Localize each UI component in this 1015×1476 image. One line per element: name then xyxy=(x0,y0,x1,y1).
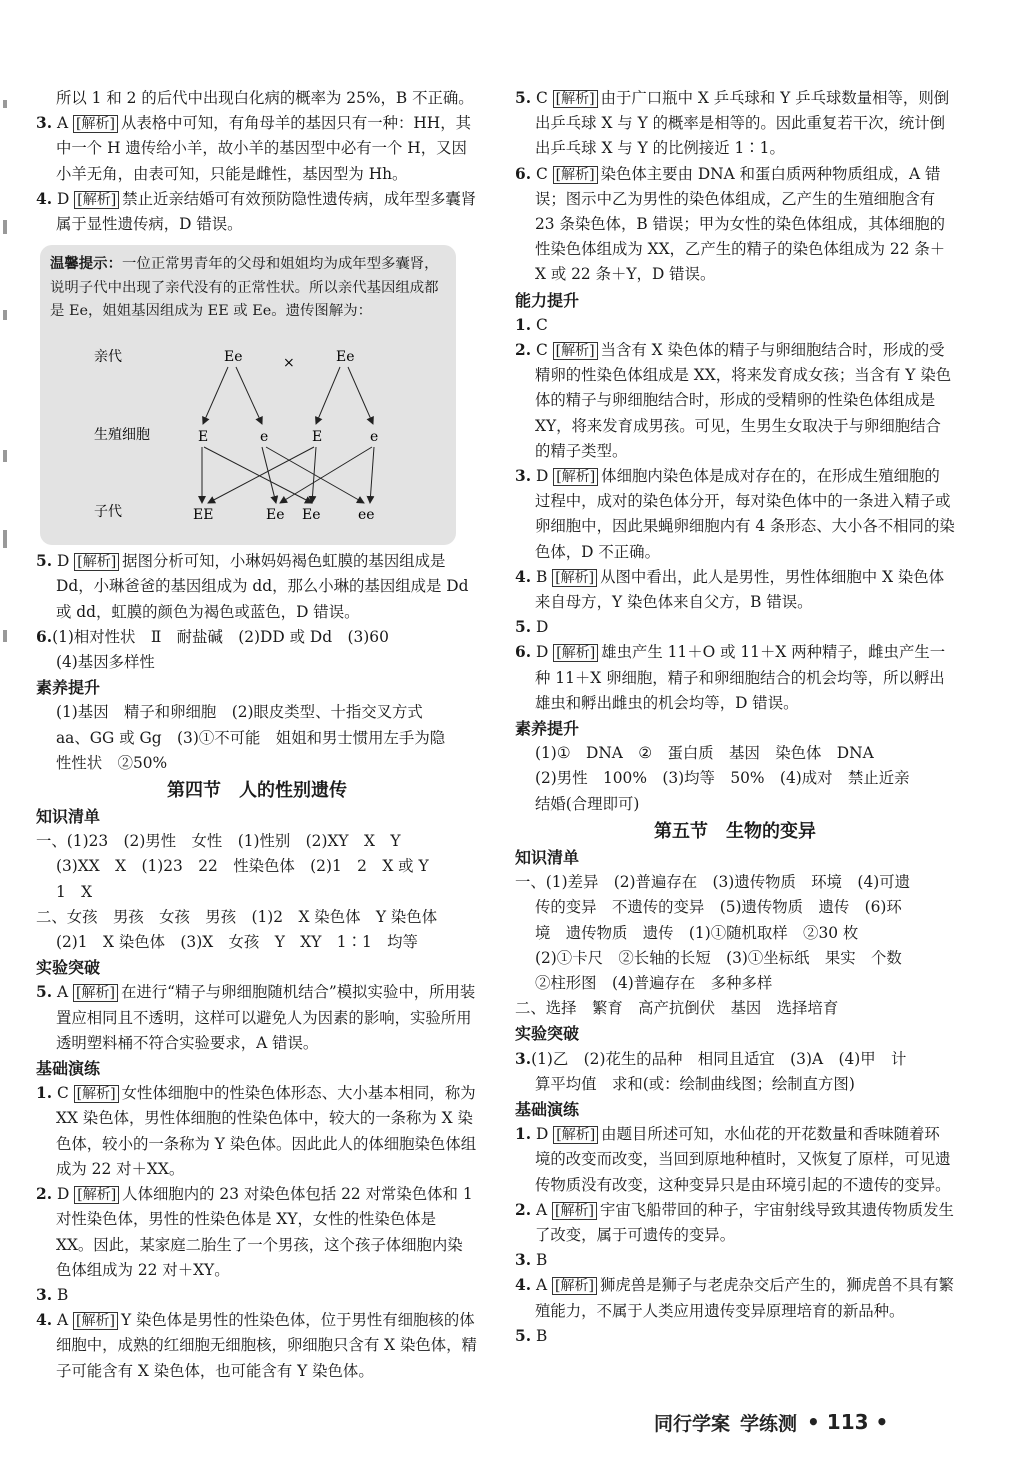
experiment-item-3-cont: 算平均值 求和(或：绘制曲线图；绘制直方图) xyxy=(535,1074,855,1093)
suyang-line-1: (1)基因 精子和卵细胞 (2)眼皮类型、十指交叉方式 xyxy=(56,703,423,722)
basic-item-1: 1. C [解析] 女性体细胞中的性染色体形态、大小基本相同，称为 XX 染色体，男性体细胞的性染色体中，较大的一条称为 X 染色体，较小的一条称为 Y 染色体。因此此人的体细胞染色体组成为 22 对＋XX。 xyxy=(36,1084,477,1178)
footer-series: 学练测 xyxy=(740,1412,798,1435)
binding-margin-marks xyxy=(3,90,9,690)
zhishi-line-2: (3)XX X (1)23 22 性染色体 (2)1 2 X 或 Y xyxy=(56,857,429,876)
answer-item-4: 4. D [解析] 禁止近亲结婚可有效预防隐性遗传病，成年型多囊肾属于显性遗传病，D 错误。 xyxy=(36,189,477,234)
answer-item-3: 3. A [解析] 从表格中可知，有角母羊的基因只有一种：HH，其中一个 H 遗传给小羊，故小羊的基因型中必有一个 H，又因小羊无角，由表可知，只能是雌性，基因型为 Hh。 xyxy=(36,114,471,183)
ability-item-3: 3. D [解析] 体细胞内染色体是成对存在的，在形成生殖细胞的过程中，成对的染色体分开，每对染色体中的一条进入精子或卵细胞中，因此果蝇卵细胞内有 4 条形态、大小各不相同的染色体，D 不正确。 xyxy=(515,467,955,561)
suyang-line-3: 性性状 ②50% xyxy=(56,753,168,772)
zhishi-line-1: 一、(1)差异 (2)普遍存在 (3)遗传物质 环境 (4)可遗 xyxy=(515,873,911,892)
left-column xyxy=(36,86,478,1384)
parent-2: Ee xyxy=(336,349,355,366)
answer-item-6: 6.(1)相对性状 Ⅱ 耐盐碱 (2)DD 或 Dd (3)60 xyxy=(36,627,389,646)
page-footer xyxy=(654,1405,954,1439)
diagram-arrows xyxy=(202,367,374,503)
cross-symbol: × xyxy=(283,355,295,372)
basic-item-1: 1. D [解析] 由题目所述可知，水仙花的开花数量和香味随着环境的改变而改变，当回到原地种植时，又恢复了原样，可见遗传物质没有改变，这种变异只是由环境引起的不遗传的变异。 xyxy=(515,1125,951,1194)
child-EE: EE xyxy=(193,507,214,524)
answer-item-6: 6. C [解析] 染色体主要由 DNA 和蛋白质两种物质组成，A 错误；图示中乙为男性的染色体组成，乙产生的生殖细胞含有 23 条染色体，B 错误；甲为女性的染色体组成，其体细胞的性染色体组成为 XX，乙产生的精子的染色体组成为 22 条＋X 或 22 条＋Y，D 错误。 xyxy=(515,164,946,284)
row-label-child: 子代 xyxy=(94,504,122,521)
section-heading: 素养提升 xyxy=(515,719,580,739)
ability-item-1: 1. C xyxy=(515,315,548,334)
footer-brand: 同行学案 xyxy=(654,1412,731,1435)
row-label-parent: 亲代 xyxy=(94,349,122,366)
gamete-E-2: E xyxy=(312,429,323,446)
experiment-item-3: 3.(1)乙 (2)花生的品种 相同且适宜 (3)A (4)甲 计 xyxy=(515,1049,907,1068)
tip-text: 温馨提示：一位正常男青年的父母和姐姐均为成年型多囊肾，说明子代中出现了亲代没有的正常性状。所以亲代基因组成都是 Ee，姐姐基因组成为 EE 或 Ee。遗传图解为： xyxy=(50,256,439,320)
section-heading: 基础演练 xyxy=(36,1059,101,1079)
gamete-E-1: E xyxy=(198,429,209,446)
zhishi-line-4: (2)①卡尺 ②长轴的长短 (3)①坐标纸 果实 个数 xyxy=(535,948,902,967)
tip-box xyxy=(40,245,456,545)
lesson-title: 第四节 人的性别遗传 xyxy=(167,780,347,802)
section-heading: 能力提升 xyxy=(515,290,580,310)
answer-item-6-cont: (4)基因多样性 xyxy=(56,653,155,672)
child-Ee-1: Ee xyxy=(266,507,285,524)
gamete-e-1: e xyxy=(260,429,269,446)
page-number: • 113 • xyxy=(807,1410,889,1434)
section-heading: 基础演练 xyxy=(515,1099,580,1119)
answer-item-5: 5. D [解析] 据图分析可知，小琳妈妈褐色虹膜的基因组成是 Dd，小琳爸爸的基因组成为 dd，那么小琳的基因组成是 Dd 或 dd，虹膜的颜色为褐色或蓝色，D 错误。 xyxy=(36,552,469,621)
suyang-line-1: (1)① DNA ② 蛋白质 基因 染色体 DNA xyxy=(535,744,874,763)
suyang-line-3: 结婚(合理即可) xyxy=(535,794,640,813)
parent-1: Ee xyxy=(224,349,243,366)
gamete-e-2: e xyxy=(370,429,379,446)
section-heading: 实验突破 xyxy=(36,958,101,978)
suyang-line-2: aa、GG 或 Gg (3)①不可能 姐姐和男士惯用左手为隐 xyxy=(56,728,446,747)
zhishi-line-6: 二、选择 繁育 高产抗倒伏 基因 选择培育 xyxy=(515,999,839,1018)
zhishi-line-1: 一、(1)23 (2)男性 女性 (1)性别 (2)XY X Y xyxy=(36,832,401,851)
basic-item-4: 4. A [解析] 狮虎兽是狮子与老虎杂交后产生的，狮虎兽不具有繁殖能力，不属于人类应用遗传变异原理培育的新品种。 xyxy=(515,1276,954,1320)
answer-continuation: 所以 1 和 2 的后代中出现白化病的概率为 25%，B 不正确。 xyxy=(56,89,474,107)
answer-item-5: 5. C [解析] 由于广口瓶中 X 乒乓球和 Y 乒乓球数量相等，则倒出乒乓球 X 与 Y 的概率是相等的。因此重复若干次，统计倒出乒乓球 X 与 Y 的比例接近 1∶1。 xyxy=(515,89,950,158)
row-label-gamete: 生殖细胞 xyxy=(94,427,150,444)
basic-item-3: 3. B xyxy=(36,1285,69,1304)
genetic-diagram xyxy=(40,341,456,541)
experiment-item-5: 5. A [解析] 在进行“精子与卵细胞随机结合”模拟实验中，所用装置应相同且不透明，这样可以避免人为因素的影响，实验所用透明塑料桶不符合实验要求，A 错误。 xyxy=(36,983,476,1052)
zhishi-line-5: (2)1 X 染色体 (3)X 女孩 Y XY 1∶1 均等 xyxy=(56,933,418,952)
basic-item-4: 4. A [解析] Y 染色体是男性的性染色体，位于男性有细胞核的体细胞中，成熟的红细胞无细胞核，卵细胞只含有 X 染色体，精子可能含有 X 染色体，也可能含有 Y 染色体。 xyxy=(36,1311,477,1380)
child-ee: ee xyxy=(358,507,375,524)
zhishi-line-5: ②柱形图 (4)普遍存在 多种多样 xyxy=(535,973,773,992)
right-column xyxy=(515,86,955,1349)
zhishi-line-2: 传的变异 不遗传的变异 (5)遗传物质 遗传 (6)环 xyxy=(535,898,902,917)
tip-label: 温馨提示： xyxy=(50,256,122,273)
basic-item-3: 3. B xyxy=(515,1251,548,1270)
child-Ee-2: Ee xyxy=(302,507,321,524)
lesson-title: 第五节 生物的变异 xyxy=(654,820,816,842)
zhishi-line-3: 境 遗传物质 遗传 (1)①随机取样 ②30 枚 xyxy=(535,923,859,942)
ability-item-6: 6. D [解析] 雄虫产生 11＋O 或 11＋X 两种精子，雌虫产生一种 11＋X 卵细胞，精子和卵细胞结合的机会均等，所以孵出雄虫和孵出雌虫的机会均等，D 错误。 xyxy=(515,643,946,712)
section-heading: 知识清单 xyxy=(36,807,101,827)
basic-item-2: 2. A [解析] 宇宙飞船带回的种子，宇宙射线导致其遗传物质发生了改变，属于可遗传的变异。 xyxy=(515,1200,954,1244)
section-heading: 素养提升 xyxy=(36,678,101,698)
section-heading: 知识清单 xyxy=(515,847,580,867)
basic-item-2: 2. D [解析] 人体细胞内的 23 对染色体包括 22 对常染色体和 1 对性染色体，男性的性染色体是 XY，女性的性染色体是 XX。因此，某家庭二胎生了一个男孩，这个孩子体细胞内染色体组成为 22 对＋XY。 xyxy=(36,1185,473,1279)
ability-item-5: 5. D xyxy=(515,618,549,637)
ability-item-2: 2. C [解析] 当含有 X 染色体的精子与卵细胞结合时，形成的受精卵的性染色体组成是 XX，将来发育成女孩；当含有 Y 染色体的精子与卵细胞结合时，形成的受精卵的性染色体组成是 XY，将来发育成男孩。可见，生男生女取决于与卵细胞结合的精子类型。 xyxy=(515,341,952,460)
zhishi-line-3: 1 X xyxy=(56,882,93,901)
ability-item-4: 4. B [解析] 从图中看出，此人是男性，男性体细胞中 X 染色体来自母方，Y 染色体来自父方，B 错误。 xyxy=(515,567,945,612)
suyang-line-2: (2)男性 100% (3)均等 50% (4)成对 禁止近亲 xyxy=(535,769,910,788)
zhishi-line-4: 二、女孩 男孩 女孩 男孩 (1)2 X 染色体 Y 染色体 xyxy=(36,907,438,926)
section-heading: 实验突破 xyxy=(515,1024,580,1044)
basic-item-5: 5. B xyxy=(515,1326,548,1345)
